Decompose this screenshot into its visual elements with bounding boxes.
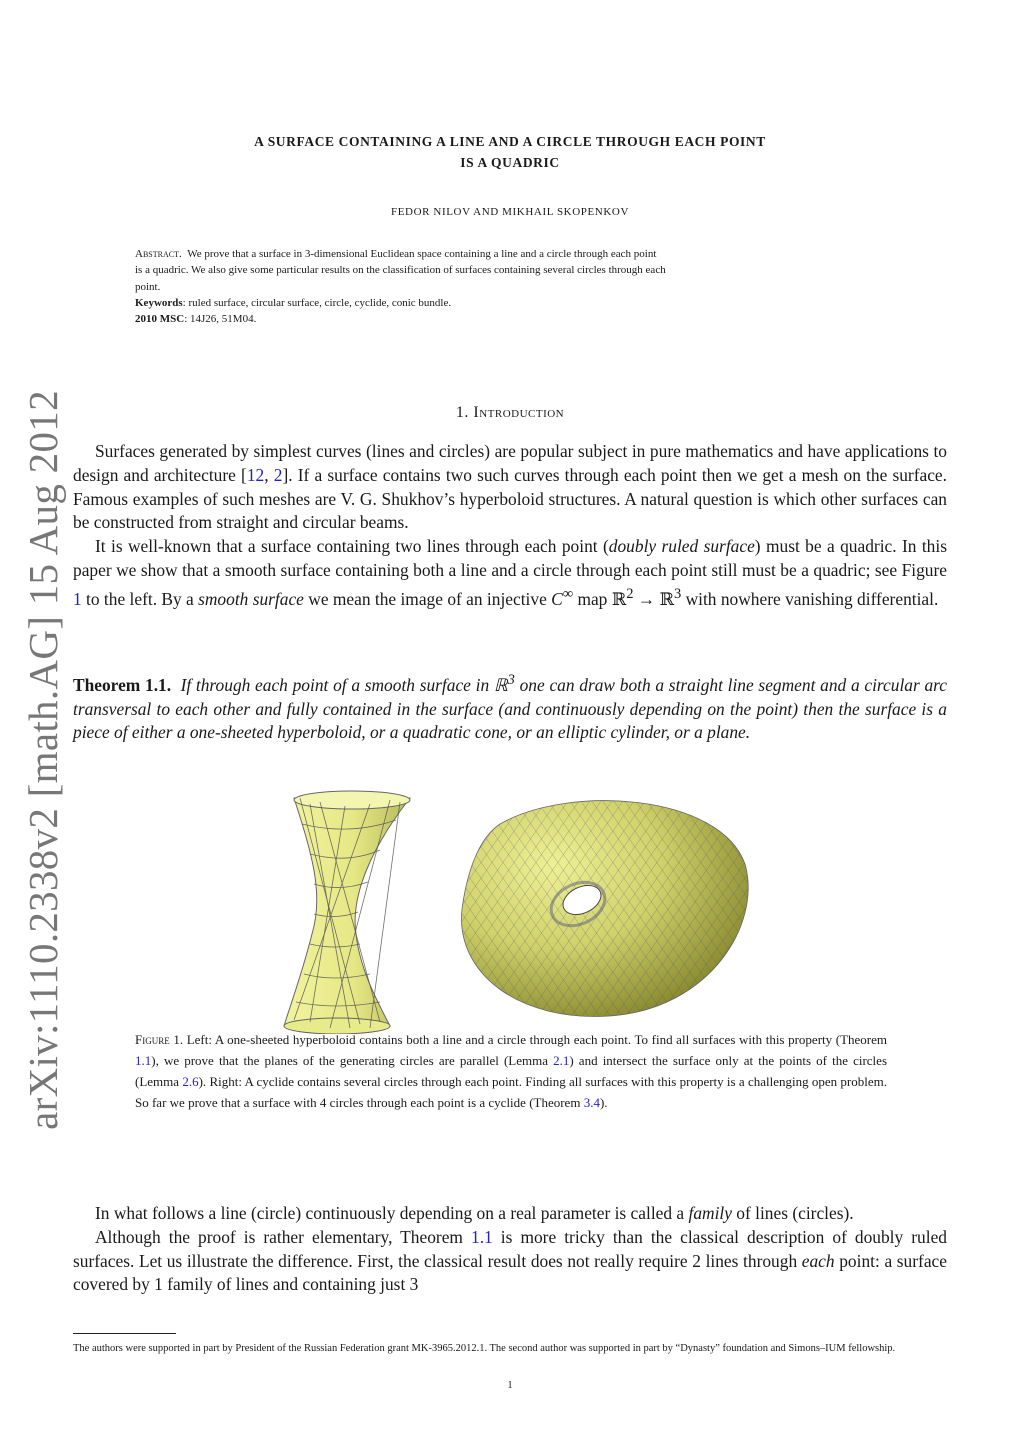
emphasis: smooth surface bbox=[198, 588, 304, 609]
figure-1 bbox=[250, 784, 770, 1034]
paragraph-proof bbox=[73, 1226, 947, 1297]
text-run: ). bbox=[599, 1094, 608, 1110]
citation-12[interactable]: 12 bbox=[246, 464, 265, 485]
abstract-line-1: We prove that a surface in 3-dimensional Euclidean space containing a line and a circle through each point bbox=[187, 248, 657, 260]
text-run: ). Right: A cyclide contains several circles through each point. Finding all surfaces with this property is a challenging open problem. So far we prove that a surface with 4 circles through each point is a cyclide (Theorem bbox=[135, 1073, 887, 1110]
citation-2[interactable]: 2 bbox=[273, 464, 283, 485]
text-run: ) must be a quadric. In this paper we show that a smooth surface containing both a line and a circle through each point still must be a quadric; see Figure bbox=[73, 536, 947, 580]
arxiv-sidebar-stamp bbox=[18, 390, 68, 1130]
theorem-text: If through each point of a smooth surface in ℝ bbox=[180, 674, 508, 695]
text-run: It is well-known that a surface containing two lines through each point ( bbox=[95, 536, 609, 557]
title-line-1: A SURFACE CONTAINING A LINE AND A CIRCLE THROUGH EACH POINT bbox=[254, 134, 766, 149]
section-heading bbox=[100, 404, 920, 422]
keywords: : ruled surface, circular surface, circle, cyclide, conic bundle. bbox=[182, 296, 452, 309]
abstract-label: Abstract. bbox=[135, 248, 182, 260]
theorem-ref-3-4[interactable]: 3.4 bbox=[583, 1094, 600, 1110]
text-run: to the left. By a bbox=[81, 588, 199, 609]
theorem-text: one can draw both a straight line segment and a circular arc transversal to each other and fully contained in the surface (and continuously depending on the point) then the surface is a piece of either a one-sheeted hyperboloid, or a quadratic cone, or an elliptic cylinder, or a plane. bbox=[73, 674, 947, 743]
superscript: 2 bbox=[626, 585, 634, 602]
text-run: map ℝ bbox=[573, 588, 627, 609]
theorem-ref-1-1[interactable]: 1.1 bbox=[135, 1052, 152, 1068]
abstract-line-2: is a quadric. We also give some particular results on the classification of surfaces containing several circles through each bbox=[135, 264, 666, 277]
section-number: 1. bbox=[455, 404, 469, 421]
superscript: ∞ bbox=[562, 585, 574, 602]
lemma-ref-2-6[interactable]: 2.6 bbox=[182, 1073, 199, 1089]
text-run: Although the proof is rather elementary, Theorem bbox=[95, 1226, 471, 1247]
math-symbol: C bbox=[551, 588, 563, 609]
text-run: is more tricky than the classical description of doubly ruled surfaces. Let us illustrate the difference. First, the classical result does not really require 2 lines through bbox=[73, 1226, 947, 1271]
msc-codes: : 14J26, 51M04. bbox=[184, 313, 257, 326]
title-line-2: IS A QUADRIC bbox=[460, 155, 560, 170]
emphasis: family bbox=[688, 1203, 732, 1223]
figure-1-graphic bbox=[250, 784, 770, 1034]
emphasis: doubly ruled surface bbox=[608, 536, 755, 557]
section-title: Introduction bbox=[473, 404, 565, 421]
text-run: with nowhere vanishing differential. bbox=[681, 588, 939, 609]
text-run: In what follows a line (circle) continuously depending on a real parameter is called a bbox=[95, 1203, 689, 1223]
text-run: of lines (circles). bbox=[731, 1203, 854, 1223]
figure-caption bbox=[135, 1030, 887, 1114]
text-run: → ℝ bbox=[633, 588, 674, 609]
text-run: , bbox=[264, 464, 274, 485]
body-text bbox=[73, 1202, 947, 1297]
msc-label: 2010 MSC bbox=[135, 313, 185, 326]
paragraph-family bbox=[73, 1202, 947, 1226]
text-run: ]. If a surface contains two such curves through each point then we get a mesh on the surface. Famous examples of such meshes are V. G. Shukhov’s hyperboloid structures. A natural question is which other surfaces can be constructed from straight and circular beams. bbox=[73, 464, 947, 533]
page-number: 1 bbox=[507, 1380, 513, 1391]
authors: FEDOR NILOV AND MIKHAIL SKOPENKOV bbox=[391, 206, 629, 218]
footnote-rule bbox=[73, 1333, 176, 1334]
lemma-ref-2-1[interactable]: 2.1 bbox=[553, 1052, 570, 1068]
theorem-label: Theorem 1.1. bbox=[73, 674, 172, 695]
abstract bbox=[135, 246, 887, 327]
figure-ref-1[interactable]: 1 bbox=[73, 588, 82, 609]
keywords-label: Keywords bbox=[135, 296, 183, 309]
arxiv-id: arXiv:1110.2338v2 [math.AG] 15 Aug 2012 bbox=[20, 390, 66, 1130]
text-run: ), we prove that the planes of the generating circles are parallel (Lemma bbox=[151, 1052, 554, 1068]
theorem-ref-1-1[interactable]: 1.1 bbox=[471, 1226, 493, 1247]
text-run: Surfaces generated by simplest curves (lines and circles) are popular subject in pure mathematics and have applications to design and architecture [ bbox=[73, 441, 947, 485]
text-run: point: a surface covered by 1 family of lines and containing just 3 bbox=[73, 1250, 947, 1295]
superscript: 3 bbox=[507, 672, 515, 688]
superscript: 3 bbox=[673, 585, 682, 602]
text-run: Left: A one-sheeted hyperboloid contains both a line and a circle through each point. To find all surfaces with this property (Theorem bbox=[186, 1032, 888, 1047]
text-run: ) and intersect the surface only at the points of the circles (Lemma bbox=[135, 1052, 888, 1089]
intro-paragraph-1 bbox=[73, 440, 947, 535]
abstract-line-3: point. bbox=[135, 280, 161, 293]
intro-paragraph-2 bbox=[73, 535, 947, 611]
intro-text bbox=[73, 440, 947, 611]
text-run: we mean the image of an injective bbox=[303, 588, 552, 609]
emphasis: each bbox=[801, 1250, 835, 1271]
hyperboloid-figure bbox=[284, 791, 410, 1034]
paper-title bbox=[100, 131, 920, 173]
theorem-1-1 bbox=[73, 669, 947, 745]
figure-label: Figure 1. bbox=[135, 1032, 184, 1047]
cyclide-figure bbox=[461, 801, 748, 1017]
footnote: The authors were supported in part by President of the Russian Federation grant MK-3965.2012.1. The second author was supported in part by “Dynasty” foundation and Simons–IUM fellowship. bbox=[73, 1343, 896, 1354]
